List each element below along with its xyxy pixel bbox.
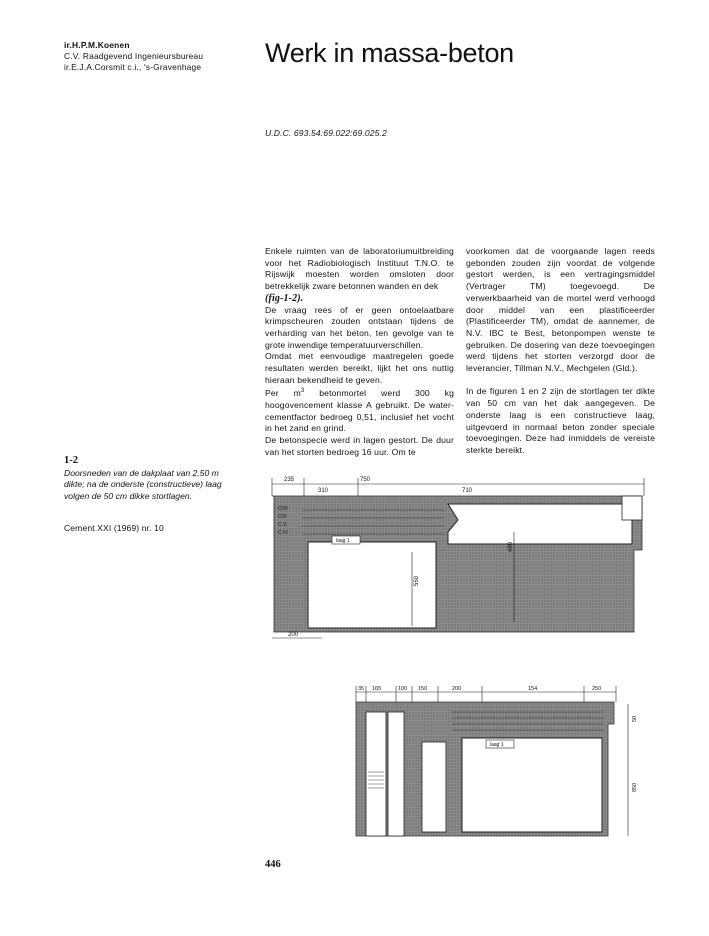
- paragraph: voorkomen dat de voorgaande lagen reeds gebonden zouden zijn voordat de volgende gestort werden, is een vertragingsmiddel (Vertrager TM) toegevoegd. De verwerkbaarheid van de mortel werd verhoogd door middel van een plastificeerder (Plastificeerder TM), omdat de aannemer, de N.V. IBC te Best, betonpompen wenste te gebruiken. De dosering van deze toevoegingen werd tijdens het storten verzorgd door de leverancier, Tillman N.V., Mechgelen (Gld.).: [466, 246, 655, 374]
- dimension-label: 710: [462, 488, 473, 494]
- paragraph: Enkele ruimten van de laboratoriumuitbreiding voor het Radiobiologisch Instituut T.N.O. te Rijswijk moesten worden omsloten door betrekkelijk zware betonnen wanden en dek: [265, 246, 454, 292]
- dimension-label: 310: [318, 488, 329, 494]
- paragraph: In de figuren 1 en 2 zijn de stortlagen ter dikte van 50 cm van het dak aangegeven. De onderste laag is een constructieve laag, uitgevoerd in normaal beton zonder speciale toevoegingen. Deze had inmiddels de vereiste sterkte bereikt.: [466, 386, 655, 455]
- paragraph: De betonspecie werd in lagen gestort. De duur van het storten bedroeg 16 uur. Om te: [265, 435, 454, 457]
- dimension-label: 165: [372, 686, 382, 692]
- author-name: ir.H.P.M.Koenen: [64, 40, 130, 50]
- figure-caption-text: Doorsneden van de dakplaat van 2,50 m dikte; na de onderste (constructieve) laag volgen de 50 cm dikke stortlagen.: [64, 467, 222, 501]
- figure-caption: [64, 455, 236, 502]
- author-firm: C.V. Raadgevend Ingenieursbureau: [64, 51, 204, 61]
- room-cavity: [462, 738, 602, 832]
- dimension-label: 200: [288, 632, 299, 638]
- journal-reference: Cement XXI (1969) nr. 10: [64, 523, 164, 533]
- figure-2-section-drawing: [352, 682, 670, 854]
- dimension-label: 154: [528, 686, 538, 692]
- text-column-1: [265, 246, 454, 459]
- dimension-label: 35: [358, 686, 365, 692]
- dimension-label: 750: [360, 477, 371, 483]
- dimension-label: 550: [414, 575, 420, 586]
- dimension-label: 150: [418, 686, 428, 692]
- dimension-label: 850: [632, 782, 638, 792]
- author-block: [64, 40, 203, 73]
- layer-label: laag 1: [336, 538, 350, 544]
- layer-label: C.IV.: [278, 530, 289, 536]
- figure-1-section-drawing: [262, 462, 672, 642]
- layer-label: C.V.: [278, 522, 288, 528]
- udc-code: U.D.C. 693.54:69.022:69.025.2: [265, 128, 387, 138]
- author-second: ir.E.J.A.Corsmit c.i., 's-Gravenhage: [64, 62, 202, 72]
- layer-label: laag 1: [490, 742, 504, 748]
- figure-reference: (fig-1-2).: [265, 292, 304, 304]
- dimension-label: 50: [632, 715, 638, 722]
- paragraph: De vraag rees of er geen ontoelaatbare krimpscheuren zouden ontstaan tijdens de verharding van het beton, ten gevolge van te grote inwendige temperatuurverschillen.: [265, 304, 454, 350]
- dimension-label: 250: [592, 686, 602, 692]
- dimension-label: 480: [508, 541, 514, 552]
- text-column-2: [466, 246, 655, 457]
- dimension-label: 235: [284, 477, 295, 483]
- dimension-label: 100: [398, 686, 408, 692]
- paragraph: Omdat met eenvoudige maatregelen goede resultaten werden bereikt, lijkt het ons nuttig hieraan bekendheid te geven.: [265, 351, 454, 385]
- dimension-label: 200: [452, 686, 462, 692]
- paragraph: Per $m^3$ betonmortel werd 300 kg hoogovencement klasse A gebruikt. De water-cementfactor bedroeg 0,51, inclusief het vocht in het zand en grind.: [265, 388, 454, 434]
- layer-label: CVI: [278, 514, 287, 520]
- page-number: 446: [265, 859, 281, 870]
- figure-caption-number: 1-2: [64, 455, 78, 466]
- room-cavity: [448, 504, 632, 544]
- article-title: Werk in massa-beton: [265, 38, 514, 68]
- layer-label: CVII: [278, 506, 288, 512]
